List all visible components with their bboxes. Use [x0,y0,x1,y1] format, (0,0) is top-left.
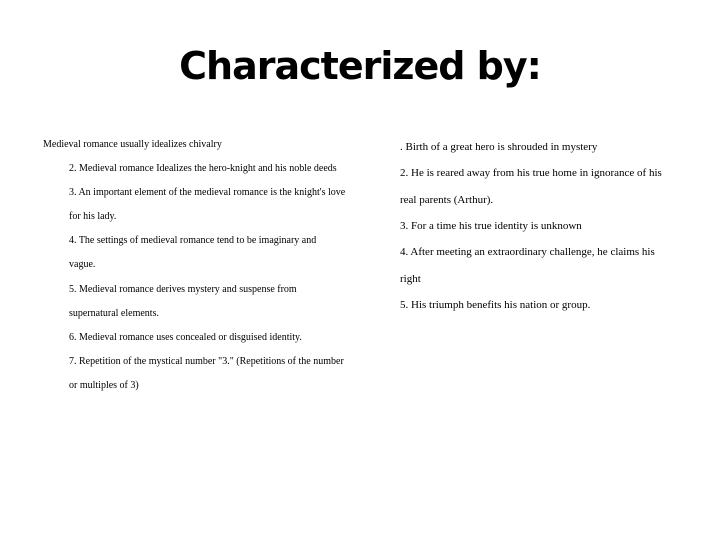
right-line-3: real parents (Arthur). [400,194,494,206]
right-line-7: 5. His triumph benefits his nation or group. [400,299,591,311]
left-line-5: 4. The settings of medieval romance tend to be imaginary and [69,235,317,246]
slide-title: Characterized by: [179,44,541,88]
left-line-8: supernatural elements. [69,308,159,319]
left-line-2: 2. Medieval romance Idealizes the hero-knight and his noble deeds [69,163,337,174]
left-line-4: for his lady. [69,211,117,222]
right-line-4: 3. For a time his true identity is unknown [400,220,582,232]
left-line-3: 3. An important element of the medieval romance is the knight's love [69,187,346,198]
left-line-1: Medieval romance usually idealizes chivalry [43,139,222,150]
left-line-10: 7. Repetition of the mystical number "3." (Repetitions of the number [69,356,344,367]
left-line-7: 5. Medieval romance derives mystery and suspense from [69,284,297,295]
left-line-6: vague. [69,259,96,270]
left-line-9: 6. Medieval romance uses concealed or disguised identity. [69,332,302,343]
right-line-5: 4. After meeting an extraordinary challenge, he claims his [400,246,655,258]
right-line-1: . Birth of a great hero is shrouded in mystery [400,141,598,153]
left-line-11: or multiples of 3) [69,380,139,391]
right-line-2: 2. He is reared away from his true home in ignorance of his [400,167,662,179]
right-line-6: right [400,273,421,285]
